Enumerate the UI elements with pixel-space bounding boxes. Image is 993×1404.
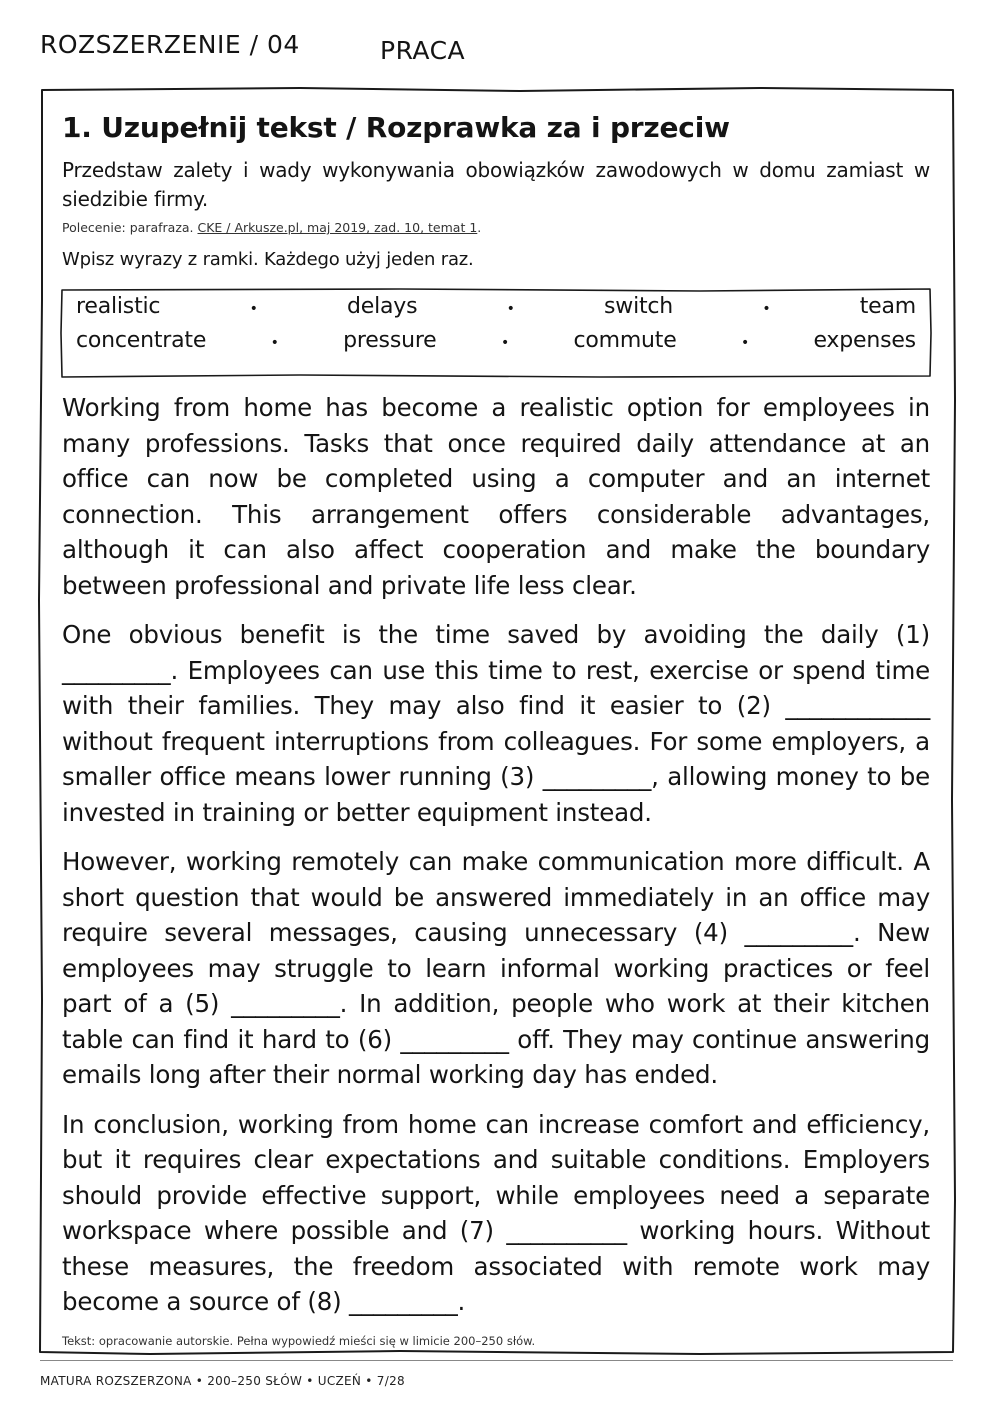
word-row-2 [76,328,916,353]
paragraph-intro: Working from home has become a realistic option for employees in many professions. Tasks that once required daily attendance at an office can now be completed using a computer and an internet connection. This arrangement offers considerable advantages, although it can also affect cooperation and make the boundary between professional and private life less clear. [62,393,930,600]
topic-label: PRACA [380,36,466,65]
task-note: Wpisz wyrazy z ramki. Każdego użyj jeden raz. [62,249,474,270]
source-line [62,220,930,235]
bullet-separator: • [249,301,258,317]
word-item: realistic [76,294,161,319]
word-item: team [859,294,916,319]
page-footer: MATURA ROZSZERZONA • 200–250 SŁÓW • UCZEŃ • 7/28 [40,1374,405,1388]
bullet-separator: • [500,335,510,351]
exercise-content [62,108,930,1348]
section-label: ROZSZERZENIE / 04 [40,30,300,59]
word-item: switch [604,294,674,319]
bullet-separator: • [740,335,750,351]
bullet-separator: • [506,301,515,317]
word-item: commute [573,328,677,353]
source-link[interactable]: CKE / Arkusze.pl, maj 2019, zad. 10, temat 1 [197,220,478,235]
exercise-instruction: Przedstaw zalety i wady wykonywania obowiązków zawodowych w domu zamiast w siedzibie firmy. [62,158,930,211]
source-suffix: . [477,220,482,235]
word-item: pressure [343,328,437,353]
word-item: delays [346,294,418,319]
source-prefix: Polecenie: parafraza. [62,220,198,235]
paragraph-conclusion: In conclusion, working from home can increase comfort and efficiency, but it requires clear expectations and suitable conditions. Employers should provide effective support, while employees need a separate workspace where possible and (7) __________ working hours. Without these measures, the freedom associated with remote work may become a source of (8) _________. [62,1109,930,1316]
footnote: Tekst: opracowanie autorskie. Pełna wypowiedź mieści się w limicie 200–250 słów. [62,1333,536,1348]
bullet-separator: • [762,301,771,317]
bullet-separator: • [270,335,279,351]
word-row-1 [76,294,916,319]
paragraph-disadvantages: However, working remotely can make communication more difficult. A short question that would be answered immediately in an office may require several messages, causing unnecessary (4) _________. New employees may struggle to learn informal working practices or feel part of a (5) _________. In addition, people who work at their kitchen table can find it hard to (6) _________ off. They may continue answering emails long after their normal working day has ended. [62,847,930,1089]
footer-divider [40,1360,953,1361]
word-box [62,282,930,370]
word-item: concentrate [76,328,207,353]
word-item: expenses [813,328,916,353]
exercise-title: 1. Uzupełnij tekst / Rozprawka za i przeciw [62,111,730,144]
paragraph-advantages: One obvious benefit is the time saved by avoiding the daily (1) _________. Employees can use this time to rest, exercise or spend time with their families. They may also find it easier to (2) ____________ without frequent interruptions from colleagues. For some employers, a smaller office means lower running (3) _________, allowing money to be invested in training or better equipment instead. [62,620,930,827]
